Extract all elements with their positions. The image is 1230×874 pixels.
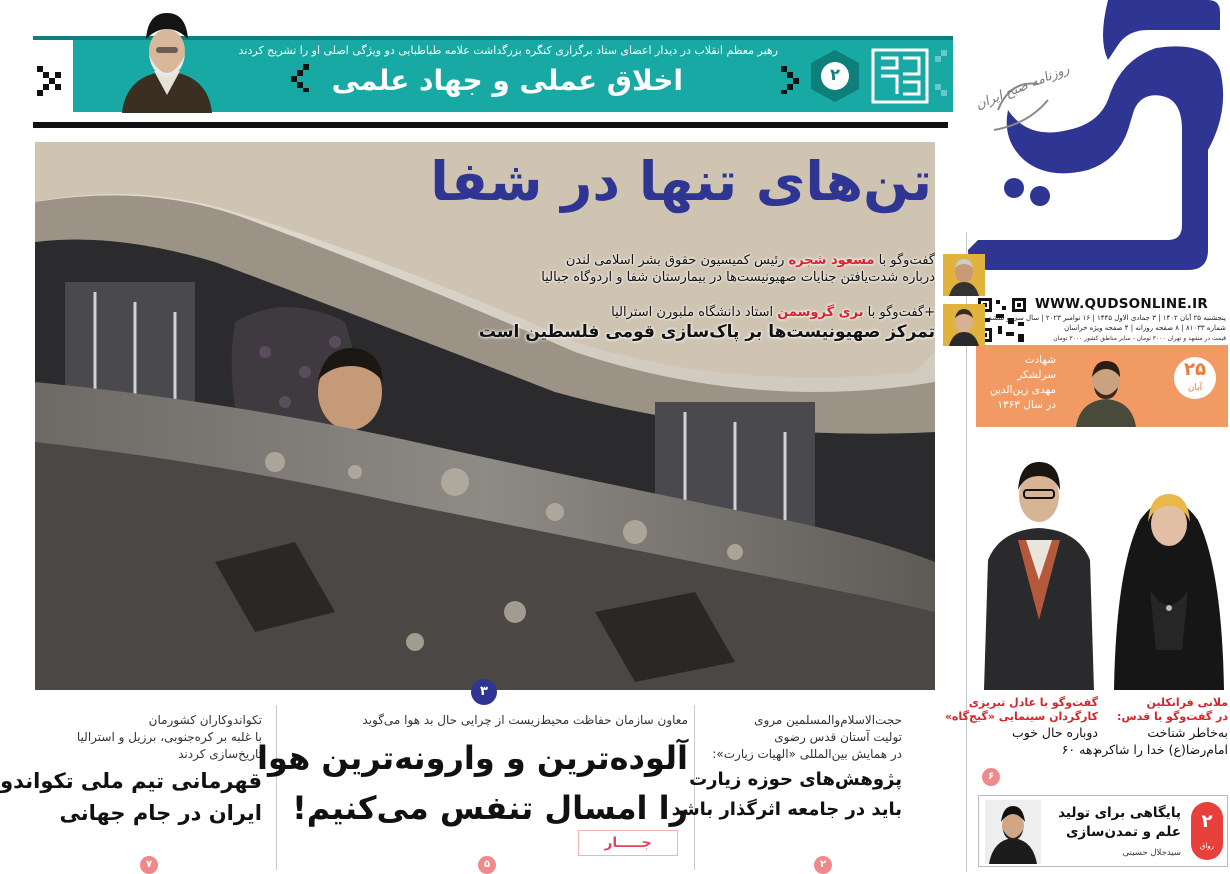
story-pilgrimage-headline-2: باید در جامعه اثرگذار باشد	[671, 799, 902, 820]
section-label-jaar: جـــــار	[578, 830, 678, 856]
story-taekwondo-headline-2: ایران در جام جهانی	[59, 801, 262, 825]
interview-2-role: استاد دانشگاه ملبورن استرالیا	[611, 305, 778, 320]
riwaq-page-number: ۲	[1201, 811, 1213, 832]
martyr-caption	[984, 353, 1056, 413]
riwaq-title	[1051, 804, 1181, 842]
caption-adel-red-2: کارگردان سینمایی «گیج‌گاه»	[944, 710, 1098, 723]
caption-adel-red-1: گفت‌وگو با عادل تبریزی	[968, 696, 1098, 709]
column-divider-1	[276, 705, 277, 870]
site-url-link[interactable]: WWW.QUDSONLINE.IR	[1035, 296, 1208, 312]
caption-melanie-red-1: ملانی فرانکلین	[1146, 696, 1228, 709]
story-pilgrimage-kicker-2: تولیت آستان قدس رضوی	[774, 730, 902, 744]
issue-info	[987, 313, 1226, 333]
interviewee-1-photo	[943, 254, 985, 296]
interview-1-prefix: گفت‌وگو با	[874, 253, 935, 268]
caption-melanie-body-1: به‌خاطر شناخت	[1147, 725, 1228, 740]
main-page-badge[interactable]: ۳	[471, 679, 497, 705]
interview-1-role: رئیس کمیسیون حقوق بشر اسلامی لندن	[565, 253, 789, 268]
riwaq-title-line-2: علم و تمدن‌سازی	[1065, 824, 1181, 840]
interviewee-2-photo	[943, 304, 985, 346]
interview-1[interactable]	[485, 252, 935, 286]
story-pilgrimage[interactable]	[671, 712, 902, 823]
caption-adel-body-1: دوباره حال خوب	[1012, 725, 1098, 740]
header-rule	[33, 122, 948, 128]
martyr-date-day: ۲۵	[1184, 359, 1206, 380]
story-air-headline-2: را امسال تنفس می‌کنیم!	[292, 789, 688, 827]
story-taekwondo-page[interactable]: ۷	[140, 856, 158, 874]
main-photo-rubble[interactable]	[35, 142, 935, 690]
banner-page-number: ۲	[830, 65, 840, 84]
story-air-kicker: معاون سازمان حفاظت محیط‌زیست از چرایی حال بد هوا می‌گوید	[362, 713, 688, 727]
portrait-adel-tabrizi[interactable]	[980, 450, 1098, 690]
story-taekwondo-kicker-2: با غلبه بر کره‌جنوبی، برزیل و استرالیا	[76, 730, 262, 744]
martyr-line-1: شهادت	[1024, 354, 1056, 366]
story-pilgrimage-kicker-3: در همایش بین‌المللی «الهیات زیارت»:	[712, 747, 902, 761]
leader-portrait[interactable]	[112, 5, 222, 113]
riwaq-author: سیدجلال حسینی	[1122, 848, 1181, 858]
caption-adel-body-2: دهه ۶۰	[1061, 742, 1098, 757]
martyr-line-4: در سال ۱۳۶۳	[997, 399, 1056, 411]
banner-pattern-right	[893, 40, 953, 112]
price-line: قیمت در مشهد و تهران ۳۰۰۰ تومان - سایر مناطق کشور ۳۰۰۰ تومان	[1053, 335, 1226, 342]
caption-adel-page[interactable]: ۶	[982, 768, 1000, 786]
main-headline[interactable]: تن‌های تنها در شفا	[430, 150, 932, 213]
story-taekwondo-kicker-1: تکواندوکاران کشورمان	[148, 713, 262, 727]
issue-number-line: شماره ۸۱۰۳۳ | ۸ صفحه روزانه | ۴ صفحه ویژه خراسان	[1064, 324, 1226, 332]
riwaq-title-line-1: پایگاهی برای تولید	[1058, 805, 1181, 821]
riwaq-author-photo	[985, 800, 1041, 864]
interview-2-line-1	[485, 304, 935, 321]
caption-adel-tabrizi[interactable]	[944, 696, 1098, 758]
banner-page-badge[interactable]	[807, 48, 863, 104]
riwaq-feature-box[interactable]	[978, 795, 1228, 867]
caption-melanie-franklin[interactable]	[1094, 696, 1228, 758]
masthead-logo[interactable]	[958, 0, 1230, 295]
story-pilgrimage-page[interactable]: ۲	[814, 856, 832, 874]
martyr-photo	[1064, 351, 1148, 427]
caption-melanie-body-2: امام‌رضا(ع) خدا را شاکرم	[1094, 742, 1228, 757]
issue-date-line: پنجشنبه ۲۵ آبان ۱۴۰۲ | ۳ جمادی الاول ۱۴۴۵ | ۱۶ نوامبر ۲۰۲۳ | سال سی و ششم	[987, 314, 1226, 322]
story-taekwondo-kicker-3: تاریخ‌سازی کردند	[178, 747, 262, 761]
riwaq-badge	[1191, 802, 1223, 860]
story-air-headline-1: آلوده‌ترین و وارونه‌ترین هوا	[257, 739, 688, 777]
masthead-tagline: روزنامه صبح ایران	[973, 61, 1072, 113]
caption-melanie-red-2: در گفت‌وگو با قدس:	[1117, 710, 1228, 723]
portrait-melanie-franklin[interactable]	[1110, 450, 1228, 690]
interviewee-2-name: بری گروسمن	[777, 305, 864, 320]
martyr-line-3: مهدی زین‌الدین	[989, 384, 1056, 396]
interview-1-line-2: درباره شدت‌یافتن جنایات صهیونیست‌ها در بیمارستان شفا و اردوگاه جبالیا	[541, 270, 935, 285]
interview-2-title: تمرکز صهیونیست‌ها بر پاک‌سازی قومی فلسطین است	[478, 322, 935, 342]
story-air-page[interactable]: ۵	[478, 856, 496, 874]
story-taekwondo-headline-1: قهرمانی تیم ملی تکواندو	[0, 769, 262, 793]
arrow-left-icon	[285, 62, 315, 92]
martyr-line-2: سرلشکر	[1017, 369, 1056, 381]
interviewee-1-name: مسعود شجره	[788, 253, 875, 268]
arrow-right-icon	[775, 64, 805, 94]
story-pilgrimage-headline-1: پژوهش‌های حوزه زیارت	[689, 769, 902, 790]
banner-pattern-left	[33, 40, 73, 112]
banner-caption: رهبر معظم انقلاب در دیدار اعضای ستاد برگزاری کنگره بزرگداشت علامه طباطبایی دو ویژگی اصلی او را تشریح کردند	[238, 44, 778, 57]
riwaq-label: رواق	[1199, 842, 1215, 850]
interview-2-prefix: +گفت‌وگو با	[863, 305, 935, 320]
interview-2[interactable]	[478, 304, 935, 343]
banner-headline[interactable]: اخلاق عملی و جهاد علمی	[331, 64, 683, 97]
story-air-pollution[interactable]	[257, 712, 688, 829]
story-taekwondo[interactable]	[0, 712, 262, 827]
martyr-anniversary-box[interactable]	[976, 345, 1228, 427]
martyr-date-badge	[1174, 357, 1216, 399]
masthead-logo-text	[1090, 180, 1092, 181]
story-pilgrimage-kicker-1: حجت‌الاسلام‌والمسلمین مروی	[754, 713, 902, 727]
martyr-date-month: آبان	[1187, 383, 1203, 393]
interview-1-line-1	[485, 252, 935, 269]
